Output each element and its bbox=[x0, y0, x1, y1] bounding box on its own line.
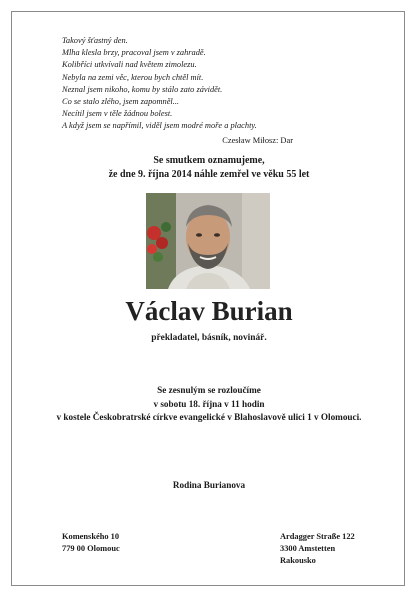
family-signature: Rodina Burianova bbox=[172, 480, 246, 490]
poem-line: Mlha klesla brzy, pracoval jsem v zahradě. bbox=[62, 48, 206, 58]
address-left-line: Komenského 10 bbox=[62, 532, 120, 541]
deceased-description: překladatel, básník, novinář. bbox=[151, 333, 267, 343]
farewell-line-2: v sobotu 18. října v 11 hodin bbox=[153, 398, 265, 409]
poem-line: Co se stalo zlého, jsem zapomněl... bbox=[62, 97, 180, 107]
portrait-photo bbox=[146, 193, 270, 289]
poem-credit: Czesław Miłosz: Dar bbox=[222, 136, 293, 145]
farewell-text bbox=[0, 384, 418, 425]
address-right-line: Rakousko bbox=[280, 556, 316, 566]
poem-line: Nebyla na zemi věc, kterou bych chtěl mít. bbox=[62, 72, 204, 82]
announcement-line-1: Se smutkem oznamujeme, bbox=[153, 155, 265, 166]
poem-line: Takový šťastný den. bbox=[62, 36, 128, 45]
address-left bbox=[62, 531, 120, 555]
address-right-line: 3300 Amstetten bbox=[280, 544, 336, 554]
poem-line: Neznal jsem nikoho, komu by stálo zato závidět. bbox=[62, 84, 223, 94]
poem-line: Necítil jsem v těle žádnou bolest. bbox=[62, 109, 173, 119]
poem bbox=[62, 35, 322, 133]
farewell-line-3: v kostele Českobratrské církve evangelické v Blahoslavově ulici 1 v Olomouci. bbox=[56, 412, 362, 422]
address-right bbox=[280, 531, 355, 568]
address-left-line: 779 00 Olomouc bbox=[62, 544, 120, 554]
deceased-name: Václav Burian bbox=[125, 296, 293, 326]
announcement-line-2: že dne 9. října 2014 náhle zemřel ve věku 55 let bbox=[108, 169, 310, 180]
address-right-line: Ardagger Straße 122 bbox=[280, 532, 355, 541]
farewell-line-1: Se zesnulým se rozloučíme bbox=[157, 385, 261, 395]
poem-line: A když jsem se napřímil, viděl jsem modré moře a plachty. bbox=[62, 121, 257, 131]
poem-line: Kolibříci utkvívali nad květem zimolezu. bbox=[62, 60, 197, 70]
